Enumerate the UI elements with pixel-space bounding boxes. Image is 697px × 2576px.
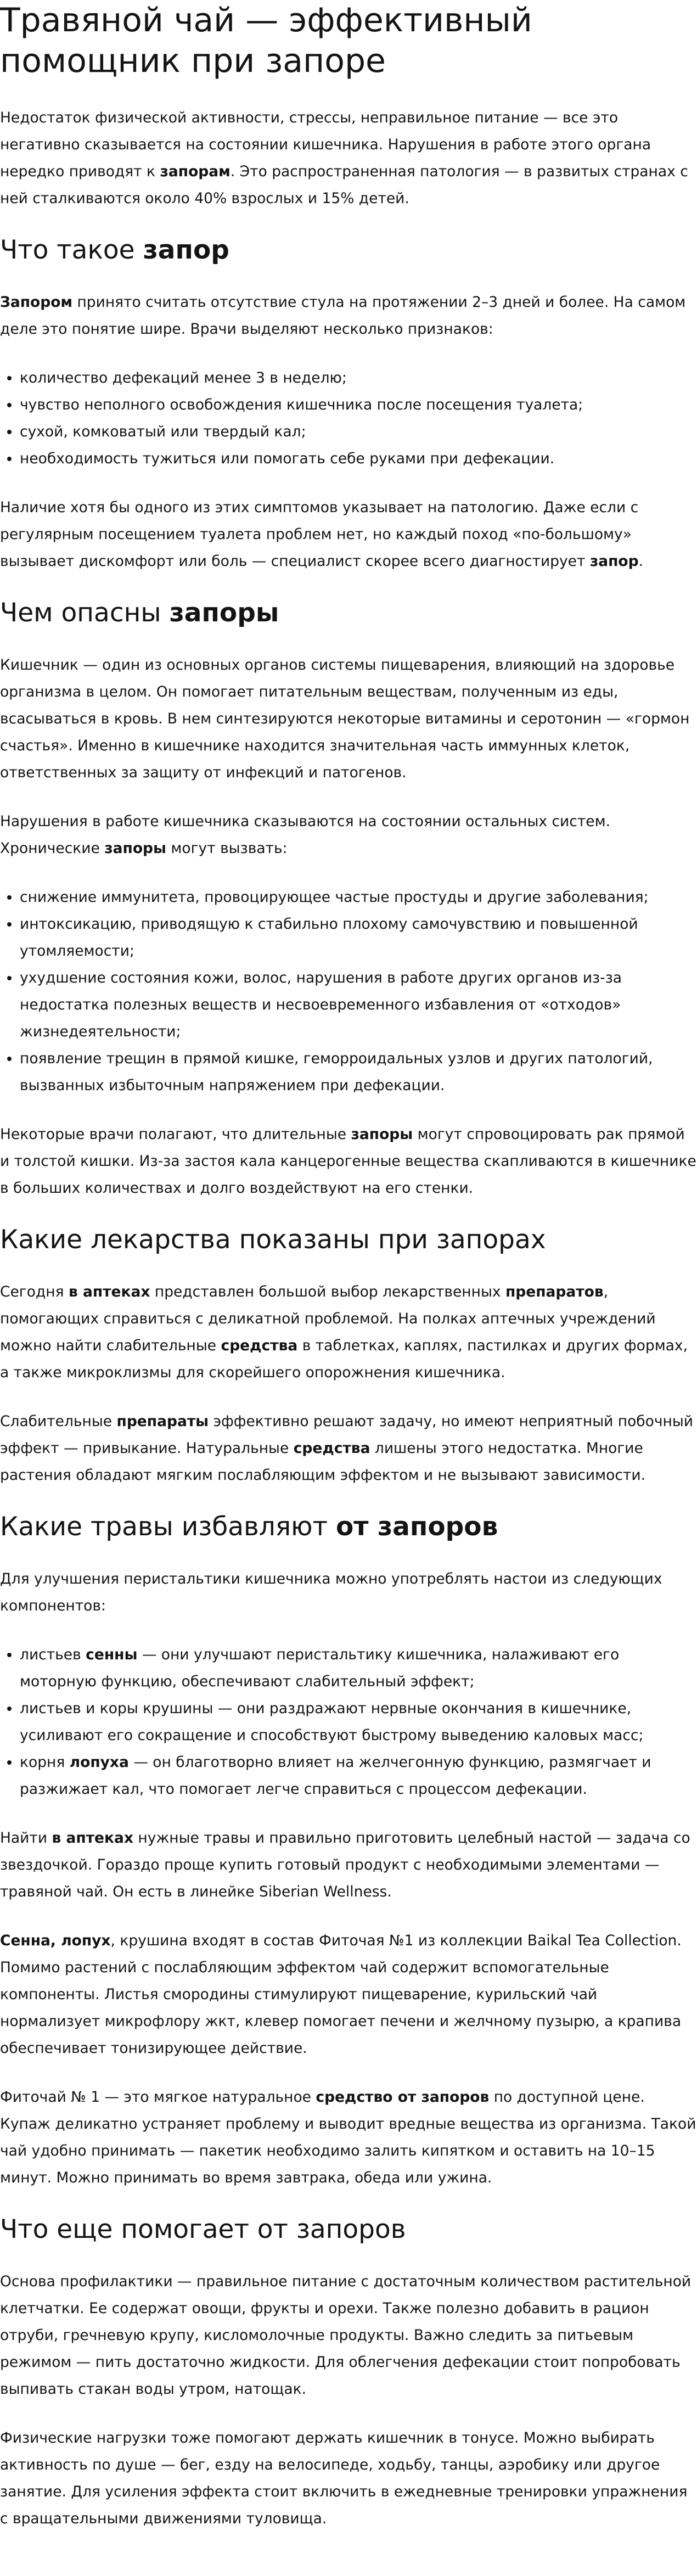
text-run: Сегодня [0,1283,69,1300]
paragraph [0,1927,697,2062]
section-heading [0,2213,697,2246]
text-run: — он благотворно влияет на желчегонную функцию, размягчает и разжижает кал, что помогает легче справиться с процессом дефекации. [20,1754,651,1798]
text-run: сухой, комковатый или твердый кал; [20,423,306,440]
text-run: корня [20,1754,70,1771]
bold-term: в аптеках [68,1283,150,1300]
text-run: Для улучшения перистальтики кишечника можно употреблять настои из следующих компонентов: [0,1570,662,1614]
page-title: Травяной чай — эффективный помощник при запоре [0,1,532,80]
paragraph [0,1565,697,1619]
bold-term: препаратов [505,1283,604,1300]
paragraph [0,1121,697,1202]
paragraph [0,1408,697,1489]
bold-term: средства [221,1337,298,1354]
list-item [20,391,697,418]
bold-term: запоры [169,598,279,628]
bullet-list [0,1641,697,1803]
text-run: Недостаток физической активности, стрессы, неправильное питание — все это негативно сказывается на состоянии кишечника. Нарушения в работе этого органа нередко приводят к [0,109,651,180]
text-run: в таблетках, каплях, пастилках и других формах, а также микроклизмы для скорейшего опорожнения кишечника. [0,1337,688,1381]
text-run: могут вызвать: [166,840,288,857]
text-run: Слабительные [0,1413,117,1430]
text-run: эффективно решают задачу, но имеют неприятный побочный эффект — привыкание. Натуральные [0,1413,693,1457]
text-run: чувство неполного освобождения кишечника после посещения туалета; [20,396,583,413]
text-run: интоксикацию, приводящую к стабильно плохому самочувствию и повышенной утомляемости; [20,916,638,959]
text-run: . Это распространенная патология — в развитых странах с ней сталкиваются около 40% взрослых и 15% детей. [0,163,688,207]
text-run: листьев [20,1646,86,1663]
text-run: Кишечник — один из основных органов системы пищеварения, влияющий на здоровье организма в целом. Он помогает питательным веществам, полученным из еды, всасываться в кровь. В нем синтезируются некоторые витамины и серотонин — «гормон счастья». Именно в кишечнике находится значительная часть иммунных клеток, ответственных за защиту от инфекций и патогенов. [0,656,690,781]
bold-term: в аптеках [52,1829,133,1847]
section-heading [0,597,697,630]
bold-term: Сенна, лопух [0,1932,111,1949]
text-run: количество дефекаций менее 3 в неделю; [20,369,347,386]
bold-term: запоры [104,840,166,857]
text-run: Какие лекарства показаны при запорах [0,1225,546,1255]
list-item [20,1749,697,1803]
bold-term: запорам [160,163,231,180]
text-run: снижение иммунитета, провоцирующее частые простуды и другие заболевания; [20,889,649,906]
text-run: . [638,553,644,570]
paragraph [0,1825,697,1905]
text-run: Некоторые врачи полагают, что длительные [0,1126,351,1143]
bold-term: средство от запоров [316,2089,490,2106]
bullet-list [0,364,697,472]
text-run: по доступной цене. Купаж деликатно устраняет проблему и выводит вредные вещества из организма. Такой чай удобно принимать — пакетик необходимо залить кипятком и оставить на 10–15 минут. Можно принимать во время завтрака, обеда или ужина. [0,2089,696,2186]
text-run: Что такое [0,235,143,265]
text-run: Нарушения в работе кишечника сказываются на состоянии остальных систем. Хронические [0,813,610,857]
list-item [20,364,697,391]
list-item [20,1641,697,1695]
text-run: принято считать отсутствие стула на протяжении 2–3 дней и более. На самом деле это понятие шире. Врачи выделяют несколько признаков: [0,294,686,338]
paragraph [0,2425,697,2532]
section-heading [0,234,697,267]
text-run: представлен большой выбор лекарственных [150,1283,505,1300]
bold-term: от запоров [335,1512,498,1542]
text-run: лишены этого недостатка. Многие растения обладают мягким послабляющим эффектом и не вызывают зависимости. [0,1440,645,1484]
paragraph [0,808,697,862]
text-run: Какие травы избавляют [0,1512,336,1542]
paragraph [0,1278,697,1386]
list-item [20,1045,697,1099]
text-run: листьев и коры крушины — они раздражают нервные окончания в кишечнике, усиливают его сокращение и способствуют быстрому выведению каловых масс; [20,1700,644,1744]
text-run: Фиточай № 1 — это мягкое натуральное [0,2089,316,2106]
article-body [0,104,697,2532]
paragraph [0,2268,697,2403]
bold-term: запор [143,235,229,265]
list-item [20,964,697,1045]
text-run: Чем опасны [0,598,170,628]
bullet-list [0,884,697,1099]
list-item [20,911,697,964]
section-heading [0,1511,697,1544]
list-item [20,445,697,472]
text-run: необходимость тужиться или помогать себе руками при дефекации. [20,450,555,467]
section-heading [0,1224,697,1256]
text-run: — они улучшают перистальтику кишечника, налаживают его моторную функцию, обеспечивают слабительный эффект; [20,1646,620,1690]
bold-term: Запором [0,294,73,311]
text-run: могут спровоцировать рак прямой и толстой кишки. Из-за застоя кала канцерогенные вещества скапливаются в кишечнике в больших количествах и долго воздействуют на его стенки. [0,1126,696,1197]
list-item [20,1695,697,1749]
paragraph [0,289,697,343]
text-run: ухудшение состояния кожи, волос, нарушения в работе других органов из-за недостатка полезных веществ и несвоевременного избавления от «отходов» жизнедеятельности; [20,969,622,1040]
text-run: , помогающих справиться с деликатной проблемой. На полках аптечных учреждений можно найти слабительные [0,1283,656,1354]
list-item [20,418,697,445]
text-run: Физические нагрузки тоже помогают держать кишечник в тонусе. Можно выбирать активность по душе — бег, езду на велосипеде, ходьбу, танцы, аэробику или другое занятие. Для усиления эффекта стоит включить в ежедневные тренировки упражнения с вращательными движениями туловища. [0,2429,688,2527]
paragraph [0,494,697,575]
bold-term: запор [589,553,639,570]
paragraph [0,652,697,786]
text-run: Что еще помогает от запоров [0,2214,406,2244]
paragraph [0,104,697,212]
bold-term: лопуха [69,1754,129,1771]
text-run: Найти [0,1829,52,1847]
bold-term: сенны [86,1646,138,1663]
list-item [20,884,697,911]
bold-term: средства [293,1440,370,1457]
text-run: нужные травы и правильно приготовить целебный настой — задача со звездочкой. Гораздо проще купить готовый продукт с необходимыми элементами — травяной чай. Он есть в линейке Siberian Wellness. [0,1829,690,1900]
text-run: Основа профилактики — правильное питание с достаточным количеством растительной клетчатки. Ее содержат овощи, фрукты и орехи. Также полезно добавить в рацион отруби, гречневую крупу, кисломолочные продукты. Важно следить за питьевым режимом — пить достаточно жидкости. Для облегчения дефекации стоит попробовать выпивать стакан воды утром, натощак. [0,2273,692,2398]
text-run: появление трещин в прямой кишке, геморроидальных узлов и других патологий, вызванных избыточным напряжением при дефекации. [20,1050,653,1094]
text-run: Наличие хотя бы одного из этих симптомов указывает на патологию. Даже если с регулярным посещением туалета проблем нет, но каждый поход «по-большому» вызывает дискомфорт или боль — специалист скорее всего диагностирует [0,499,639,570]
bold-term: запоры [351,1126,413,1143]
bold-term: препараты [116,1413,209,1430]
text-run: , крушина входят в состав Фиточая №1 из коллекции Baikal Tea Collection. Помимо растений с послабляющим эффектом чай содержит вспомогательные компоненты. Листья смородины стимулируют пищеварение, курильский чай нормализует микрофлору жкт, клевер помогает печени и желчному пузырю, а крапива обеспечивает тонизирующее действие. [0,1932,682,2057]
paragraph [0,2084,697,2191]
